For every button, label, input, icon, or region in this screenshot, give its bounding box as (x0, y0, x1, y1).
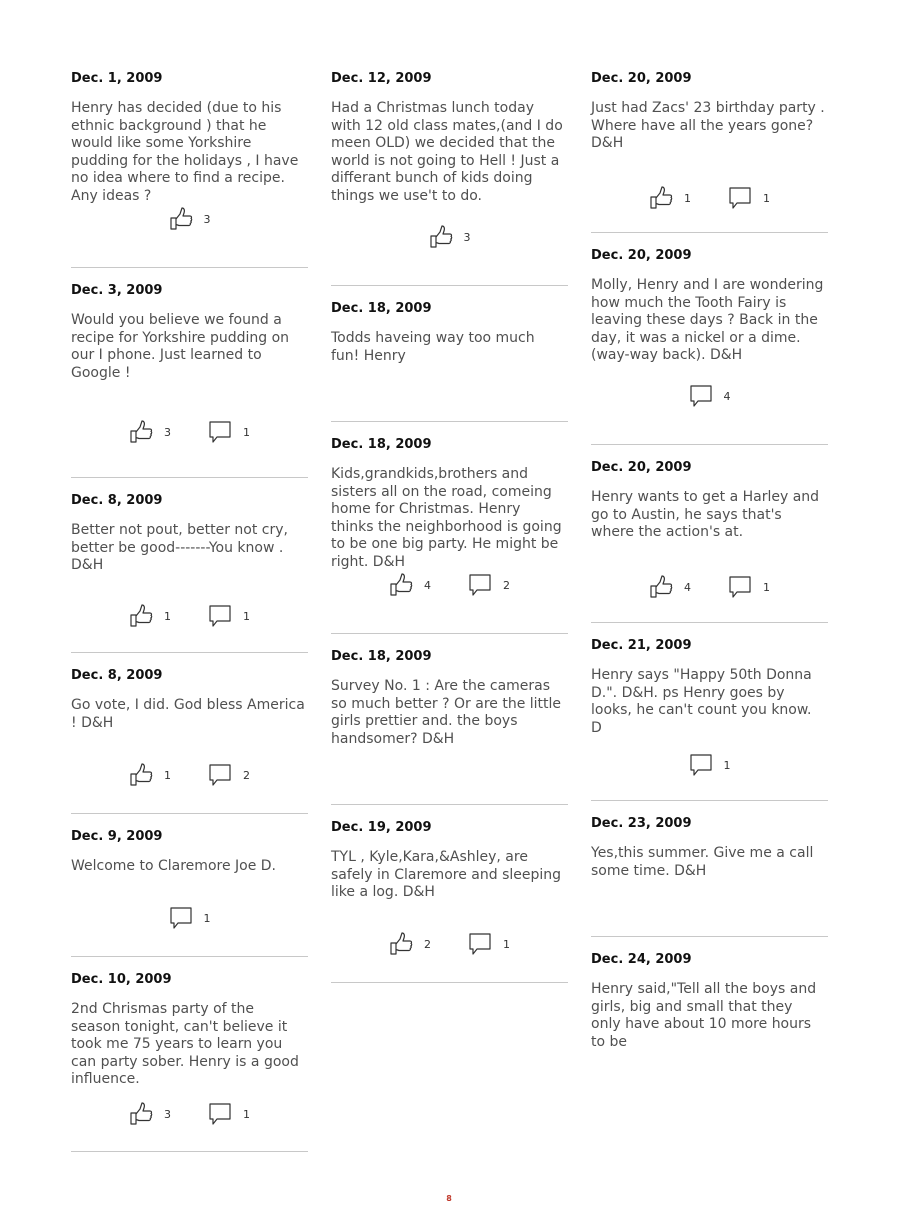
post-date: Dec. 18, 2009 (331, 301, 432, 316)
thumbs-up-icon (129, 420, 153, 444)
thumbs-up-icon (649, 186, 673, 210)
like-count: 1 (684, 191, 691, 205)
comment-count: 1 (723, 758, 731, 772)
post-text: Henry wants to get a Harley and go to Austin, he says that's where the action's at. (591, 489, 820, 540)
thumbs-up-icon (129, 1102, 153, 1126)
comment-count: 1 (243, 609, 250, 623)
post (591, 637, 828, 801)
post-footer (591, 575, 828, 599)
like-button[interactable] (649, 575, 691, 599)
comment-count: 2 (243, 768, 250, 782)
post (591, 459, 828, 623)
like-button[interactable] (129, 1102, 171, 1126)
post-text: Welcome to Claremore Joe D. (71, 858, 277, 874)
post-date: Dec. 8, 2009 (71, 493, 163, 508)
speech-bubble-icon (169, 906, 193, 930)
post-text: Survey No. 1 : Are the cameras so much better ? Or are the little girls prettier and. the boys handsomer? D&H (331, 678, 562, 747)
speech-bubble-icon (468, 932, 492, 956)
post (331, 819, 568, 983)
post-date: Dec. 20, 2009 (591, 71, 692, 86)
post (331, 70, 568, 286)
post-footer (591, 384, 828, 408)
post-date: Dec. 1, 2009 (71, 71, 163, 86)
post-text: Would you believe we found a recipe for Yorkshire pudding on our I phone. Just learned to Google ! (71, 312, 290, 381)
comment-button[interactable] (208, 1102, 250, 1126)
post-text: TYL , Kyle,Kara,&Ashley, are safely in Claremore and sleeping like a log. D&H (331, 849, 562, 900)
thumbs-up-icon (169, 207, 193, 231)
like-count: 1 (164, 768, 171, 782)
post-footer (331, 573, 568, 597)
comment-button[interactable] (728, 186, 770, 210)
post-date: Dec. 3, 2009 (71, 283, 163, 298)
post-date: Dec. 20, 2009 (591, 460, 692, 475)
thumbs-up-icon (389, 932, 413, 956)
post-text: Todds haveing way too much fun! Henry (331, 330, 535, 364)
post-footer (331, 225, 568, 249)
post-date: Dec. 23, 2009 (591, 816, 692, 831)
post-date: Dec. 18, 2009 (331, 437, 432, 452)
column-3 (591, 70, 828, 1051)
post-date: Dec. 24, 2009 (591, 952, 692, 967)
post (591, 70, 828, 233)
post-footer (71, 906, 308, 930)
like-button[interactable] (389, 932, 431, 956)
post-date: Dec. 8, 2009 (71, 668, 163, 683)
comment-button[interactable] (689, 753, 731, 777)
like-count: 3 (164, 1107, 171, 1121)
like-count: 3 (463, 230, 471, 244)
like-count: 3 (203, 212, 211, 226)
post-text: Henry has decided (due to his ethnic background ) that he would like some Yorkshire pudding for the holidays , I have no idea where to find a recipe. Any ideas ? (71, 100, 299, 204)
like-count: 3 (164, 425, 171, 439)
post-text: Yes,this summer. Give me a call some time. D&H (591, 845, 814, 879)
comment-button[interactable] (208, 763, 250, 787)
post (591, 951, 828, 1051)
post-date: Dec. 10, 2009 (71, 972, 172, 987)
like-button[interactable] (129, 420, 171, 444)
comment-count: 1 (243, 425, 250, 439)
post-date: Dec. 19, 2009 (331, 820, 432, 835)
thumbs-up-icon (129, 604, 153, 628)
comment-button[interactable] (169, 906, 211, 930)
speech-bubble-icon (468, 573, 492, 597)
comment-count: 1 (203, 911, 211, 925)
post (591, 815, 828, 937)
speech-bubble-icon (208, 1102, 232, 1126)
post-footer (71, 1102, 308, 1126)
post-footer (71, 763, 308, 787)
post-footer (71, 420, 308, 444)
post (331, 648, 568, 805)
comment-button[interactable] (208, 420, 250, 444)
post-text: Henry says "Happy 50th Donna D.". D&H. ps Henry goes by looks, he can't count you know. D (591, 667, 812, 736)
post-footer (591, 753, 828, 777)
speech-bubble-icon (208, 763, 232, 787)
post (331, 300, 568, 422)
page-number: 8 (446, 1194, 452, 1203)
like-count: 2 (424, 937, 431, 951)
comment-button[interactable] (689, 384, 731, 408)
comment-count: 2 (503, 578, 510, 592)
like-button[interactable] (649, 186, 691, 210)
post-text: Go vote, I did. God bless America ! D&H (71, 697, 305, 731)
post-text: Molly, Henry and I are wondering how much the Tooth Fairy is leaving these days ? Back in the day, it was a nickel or a dime.(way-way back). D&H (591, 277, 824, 363)
post-footer (331, 932, 568, 956)
post (331, 436, 568, 634)
post-date: Dec. 12, 2009 (331, 71, 432, 86)
post (71, 667, 308, 814)
thumbs-up-icon (429, 225, 453, 249)
speech-bubble-icon (208, 604, 232, 628)
thumbs-up-icon (649, 575, 673, 599)
comment-button[interactable] (728, 575, 770, 599)
column-2 (331, 70, 568, 983)
comment-count: 1 (763, 191, 770, 205)
speech-bubble-icon (689, 384, 713, 408)
like-button[interactable] (389, 573, 431, 597)
comment-count: 1 (503, 937, 510, 951)
comment-button[interactable] (468, 573, 510, 597)
post-text: Had a Christmas lunch today with 12 old class mates,(and I do meen OLD) we decided that the world is not going to Hell ! Just a differant bunch of kids doing things we use't to do. (331, 100, 563, 204)
post-date: Dec. 9, 2009 (71, 829, 163, 844)
post-text: Henry said,"Tell all the boys and girls, big and small that they only have about 10 more hours to be (591, 981, 817, 1050)
speech-bubble-icon (208, 420, 232, 444)
post-footer (591, 186, 828, 210)
like-count: 4 (684, 580, 691, 594)
post-text: 2nd Chrismas party of the season tonight, can't believe it took me 75 years to learn you can party sober. Henry is a good influence. (71, 1001, 299, 1087)
speech-bubble-icon (728, 186, 752, 210)
post (71, 70, 308, 268)
like-button[interactable] (429, 225, 471, 249)
post-date: Dec. 18, 2009 (331, 649, 432, 664)
comment-button[interactable] (468, 932, 510, 956)
comment-count: 1 (763, 580, 770, 594)
comment-count: 4 (723, 389, 731, 403)
post-footer (71, 207, 308, 231)
speech-bubble-icon (689, 753, 713, 777)
post (591, 247, 828, 445)
post-text: Better not pout, better not cry, better be good-------You know . D&H (71, 522, 288, 573)
post-text: Kids,grandkids,brothers and sisters all on the road, comeing home for Christmas. Henry thinks the neighborhood is going to be one big party. He might be right. D&H (331, 466, 562, 570)
thumbs-up-icon (129, 763, 153, 787)
post-footer (71, 604, 308, 628)
post (71, 828, 308, 957)
comment-count: 1 (243, 1107, 250, 1121)
like-count: 4 (424, 578, 431, 592)
post (71, 971, 308, 1152)
like-button[interactable] (129, 763, 171, 787)
like-count: 1 (164, 609, 171, 623)
speech-bubble-icon (728, 575, 752, 599)
thumbs-up-icon (389, 573, 413, 597)
post (71, 282, 308, 478)
column-1 (71, 70, 308, 1152)
post-date: Dec. 21, 2009 (591, 638, 692, 653)
like-button[interactable] (129, 604, 171, 628)
like-button[interactable] (169, 207, 211, 231)
post-text: Just had Zacs' 23 birthday party . Where have all the years gone? D&H (591, 100, 825, 151)
post (71, 492, 308, 653)
comment-button[interactable] (208, 604, 250, 628)
post-date: Dec. 20, 2009 (591, 248, 692, 263)
